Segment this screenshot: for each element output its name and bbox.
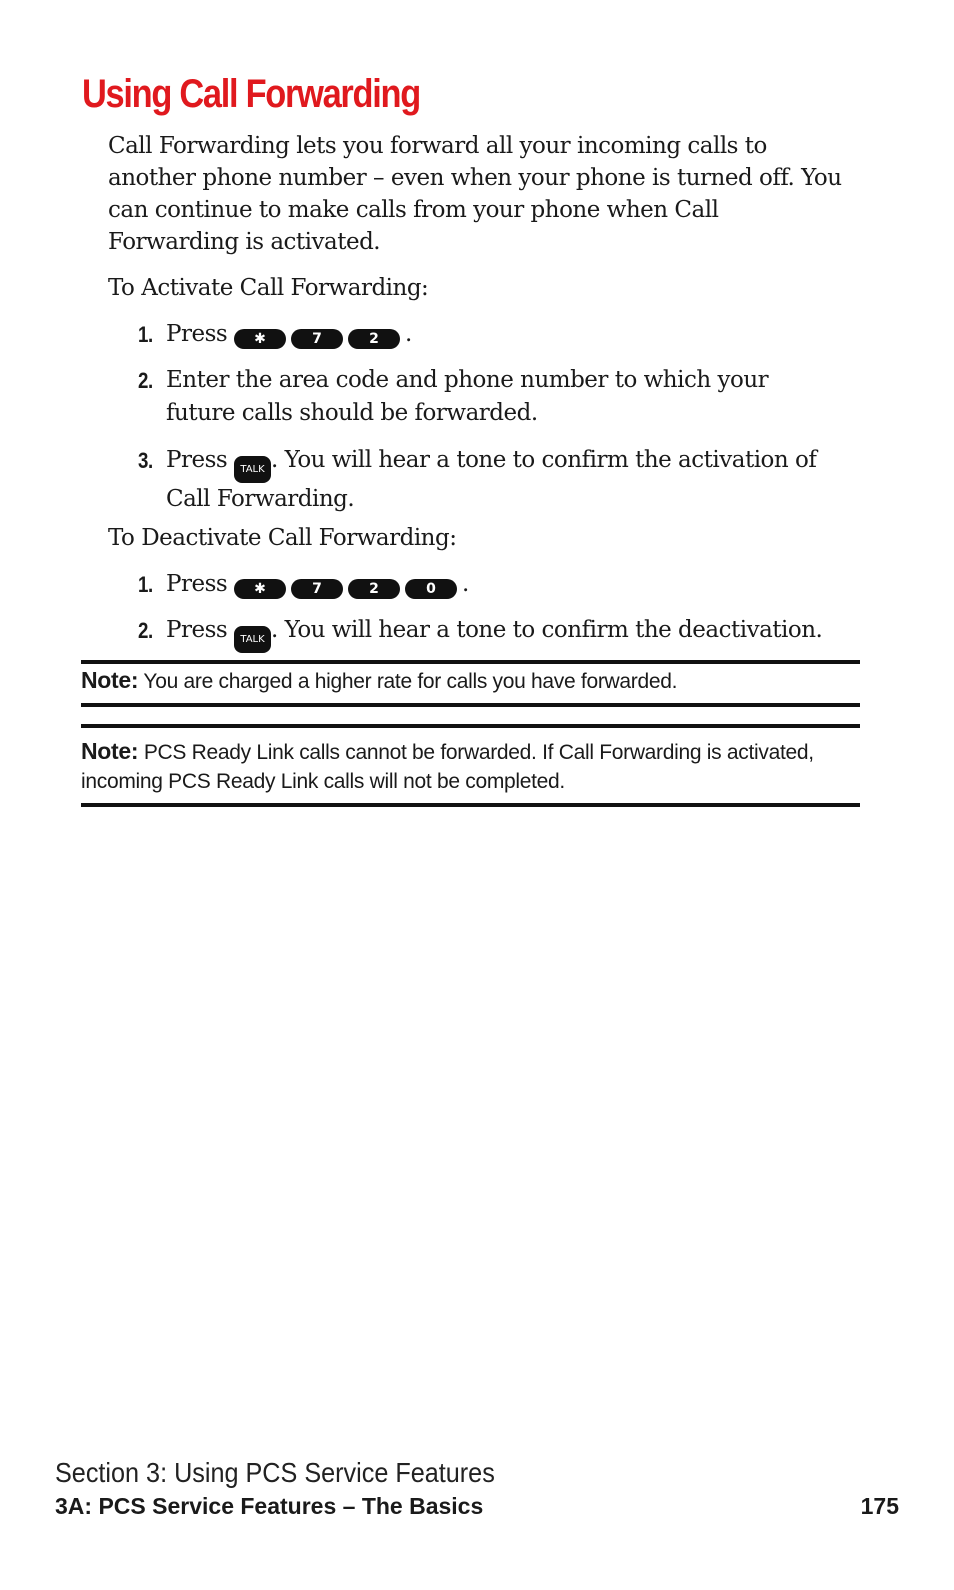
note-top-rule (81, 724, 860, 728)
activate-step-2 (138, 364, 828, 430)
step-number: 2. (138, 618, 153, 643)
note-bottom-rule (81, 803, 860, 807)
talk-key-icon: TALK (234, 456, 271, 483)
activate-step-1 (138, 318, 828, 351)
page-number: 175 (860, 1493, 899, 1519)
footer-chapter-title: 3A: PCS Service Features – The Basics (55, 1493, 484, 1519)
two-key-icon: 2 (348, 579, 400, 599)
note-charges (81, 666, 861, 696)
note-label: Note: (81, 738, 139, 764)
deactivate-heading: To Deactivate Call Forwarding: (108, 525, 457, 551)
note-label: Note: (81, 667, 139, 693)
talk-key-icon: TALK (234, 626, 271, 653)
step-end: . (405, 321, 412, 347)
star-key-icon: ✱ (234, 579, 286, 599)
step-end: . (462, 571, 469, 597)
page-title: Using Call Forwarding (82, 72, 420, 116)
deactivate-step-1 (138, 568, 828, 601)
step-text: Press (166, 447, 228, 473)
step-text: Press (166, 571, 228, 597)
step-text: Press (166, 321, 228, 347)
step-number: 2. (138, 368, 153, 393)
zero-key-icon: 0 (405, 579, 457, 599)
deactivate-step-2 (138, 614, 828, 653)
step-number: 1. (138, 322, 153, 347)
intro-paragraph: Call Forwarding lets you forward all your incoming calls to another phone number – even when your phone is turned off. You can continue to make calls from your phone when Call Forwarding is activated. (108, 133, 842, 255)
step-text: Enter the area code and phone number to which your future calls should be forwarded. (166, 367, 769, 426)
step-text: . You will hear a tone to confirm the deactivation. (271, 617, 823, 643)
activate-heading: To Activate Call Forwarding: (108, 275, 429, 301)
note-ready-link (81, 737, 861, 796)
note-bottom-rule (81, 703, 860, 707)
step-number: 3. (138, 448, 153, 473)
note-text: You are charged a higher rate for calls you have forwarded. (138, 670, 678, 693)
note-top-rule (81, 660, 860, 664)
star-key-icon: ✱ (234, 329, 286, 349)
footer-section-title: Section 3: Using PCS Service Features (55, 1457, 495, 1488)
seven-key-icon: 7 (291, 579, 343, 599)
step-text: . You will hear a tone to confirm the activation of Call Forwarding. (166, 447, 817, 512)
note-text: PCS Ready Link calls cannot be forwarded. If Call Forwarding is activated, incoming PCS Ready Link calls will not be completed. (81, 741, 814, 793)
step-text: Press (166, 617, 228, 643)
seven-key-icon: 7 (291, 329, 343, 349)
step-number: 1. (138, 572, 153, 597)
activate-step-3 (138, 444, 828, 516)
two-key-icon: 2 (348, 329, 400, 349)
